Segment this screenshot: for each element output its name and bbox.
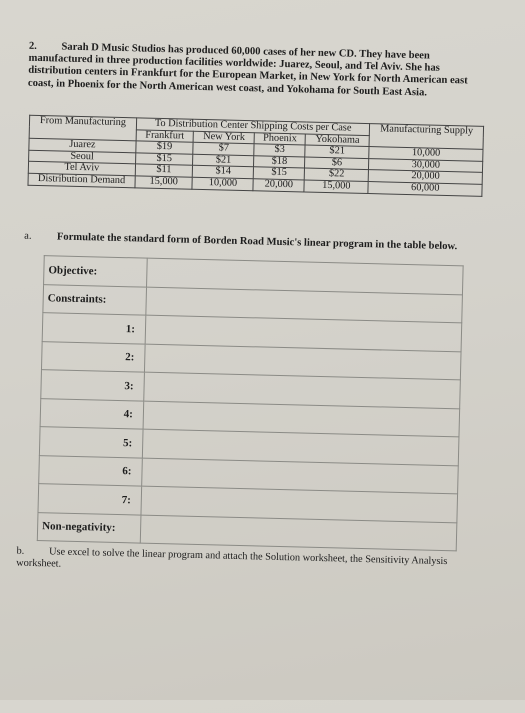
problem-text: Sarah D Music Studios has produced 60,000 cases of her new CD. They have been manufactured in three production facilities worldwide: Juarez, Seoul, and Tel Aviv. She has distribution centers in Frankfurt for the European Market, in New York for North American east coast, in Phoenix for the North American west coast, and Yokohama for South East Asia. <box>27 41 468 99</box>
part-a-text: Formulate the standard form of Borden Road Music's linear program in the table below. <box>56 231 458 253</box>
origin-label: Seoul <box>29 150 136 164</box>
constraint-label: 3: <box>41 370 145 401</box>
part-b-question <box>16 546 476 581</box>
demand-cell: 15,000 <box>135 176 193 189</box>
demand-cell: 20,000 <box>253 179 304 192</box>
cost-cell: $15 <box>254 167 305 180</box>
demand-cell: 15,000 <box>304 180 369 193</box>
constraint-label: 7: <box>38 484 142 515</box>
cost-cell: $6 <box>305 157 370 170</box>
cost-cell: $18 <box>254 156 305 169</box>
cost-cell: $19 <box>136 141 194 154</box>
supply-header: Manufacturing Supply <box>369 124 483 150</box>
cost-cell: $7 <box>193 142 254 155</box>
part-a-label: a. <box>24 230 32 242</box>
constraints-label: Constraints: <box>43 284 147 315</box>
constraint-label: 2: <box>41 341 145 372</box>
cost-cell: $21 <box>193 154 254 167</box>
origin-label: Juarez <box>29 138 136 152</box>
constraint-label: 6: <box>39 455 143 486</box>
part-b-text: Use excel to solve the linear program and attach the Solution worksheet, the Sensitivity Analysis worksheet. <box>16 546 448 570</box>
cost-cell: $15 <box>135 153 193 166</box>
constraint-label: 5: <box>39 427 143 458</box>
supply-cell: 20,000 <box>369 170 483 184</box>
cost-cell: $3 <box>254 144 305 157</box>
corner-label: From Manufacturing <box>29 115 136 141</box>
nonnegativity-label: Non-negativity: <box>37 512 141 543</box>
cost-cell: $14 <box>192 166 253 179</box>
destination-header: Phoenix <box>254 132 305 145</box>
demand-cell: 10,000 <box>192 177 253 190</box>
part-a-question <box>24 231 457 253</box>
group-header: To Distribution Center Shipping Costs per Case <box>136 118 370 135</box>
constraint-label: 4: <box>40 398 144 429</box>
supply-cell: 10,000 <box>369 147 483 161</box>
objective-label: Objective: <box>44 256 148 287</box>
problem-statement <box>28 41 494 101</box>
supply-cell: 30,000 <box>369 158 483 172</box>
cost-cell: $21 <box>305 145 370 158</box>
problem-number: 2. <box>28 40 37 52</box>
demand-label: Distribution Demand <box>28 173 135 187</box>
lp-formulation-table <box>37 255 464 551</box>
origin-label: Tel Aviv <box>28 162 135 176</box>
destination-header: Yokohama <box>305 134 370 147</box>
shipping-cost-table <box>27 115 484 197</box>
destination-header: New York <box>193 131 254 144</box>
cost-cell: $22 <box>304 168 369 181</box>
total-supply-cell: 60,000 <box>368 182 482 196</box>
part-b-label: b. <box>16 545 25 557</box>
cost-cell: $11 <box>135 164 193 177</box>
constraint-label: 1: <box>42 313 146 344</box>
destination-header: Frankfurt <box>136 129 194 142</box>
